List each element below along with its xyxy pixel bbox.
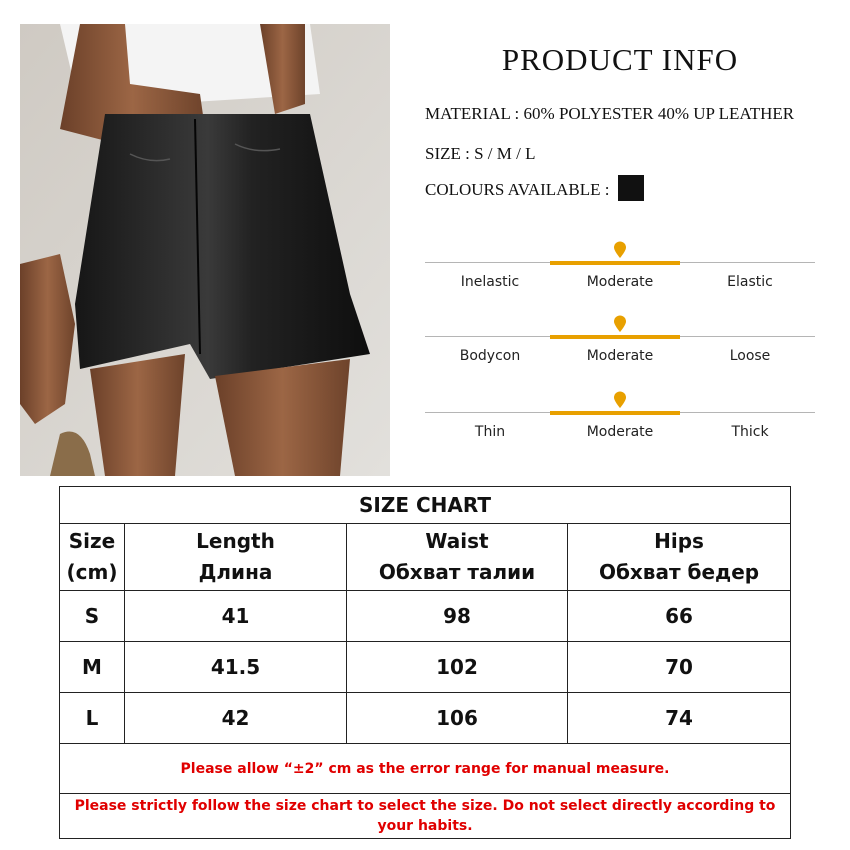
product-info-title: PRODUCT INFO bbox=[501, 42, 739, 77]
header-length-en: Length bbox=[196, 529, 275, 553]
fit-scale bbox=[425, 314, 815, 374]
scale-highlight bbox=[550, 261, 680, 265]
colour-swatch-black bbox=[618, 175, 644, 201]
cell-size: M bbox=[60, 642, 125, 693]
scale-right-label: Thick bbox=[731, 424, 769, 440]
header-hips-ru: Обхват бедер bbox=[598, 560, 760, 584]
size-text: SIZE : S / M / L bbox=[425, 144, 536, 163]
header-length-ru: Длина bbox=[198, 560, 273, 584]
table-row bbox=[60, 591, 791, 642]
cell-hips: 74 bbox=[568, 693, 791, 744]
header-hips bbox=[568, 524, 791, 591]
cell-hips: 66 bbox=[568, 591, 791, 642]
colours-row bbox=[425, 178, 644, 204]
scale-highlight bbox=[550, 335, 680, 339]
colours-label: COLOURS AVAILABLE : bbox=[425, 179, 610, 199]
scale-left-label: Bodycon bbox=[459, 348, 521, 364]
scale-middle-label: Moderate bbox=[586, 348, 654, 364]
cell-length: 42 bbox=[125, 693, 347, 744]
scale-middle-label: Moderate bbox=[586, 424, 654, 440]
table-row bbox=[60, 642, 791, 693]
cell-waist: 106 bbox=[347, 693, 568, 744]
scale-right-label: Loose bbox=[729, 348, 771, 364]
cell-length: 41 bbox=[125, 591, 347, 642]
scale-middle-label: Moderate bbox=[586, 274, 654, 290]
header-hips-en: Hips bbox=[654, 529, 704, 553]
cell-hips: 70 bbox=[568, 642, 791, 693]
cell-size: S bbox=[60, 591, 125, 642]
product-photo bbox=[20, 24, 390, 476]
elasticity-scale bbox=[425, 240, 815, 300]
scale-left-label: Inelastic bbox=[460, 274, 520, 290]
size-chart-title: SIZE CHART bbox=[60, 487, 791, 524]
table-row bbox=[60, 693, 791, 744]
header-waist bbox=[347, 524, 568, 591]
cell-waist: 102 bbox=[347, 642, 568, 693]
cell-waist: 98 bbox=[347, 591, 568, 642]
marker-pin-icon bbox=[613, 391, 627, 409]
marker-pin-icon bbox=[613, 241, 627, 259]
header-size bbox=[60, 524, 125, 591]
product-photo-illustration bbox=[20, 24, 390, 476]
header-waist-ru: Обхват талии bbox=[378, 560, 536, 584]
scale-right-label: Elastic bbox=[727, 274, 773, 290]
cell-size: L bbox=[60, 693, 125, 744]
header-size-en: Size bbox=[68, 529, 116, 553]
scale-highlight bbox=[550, 411, 680, 415]
material-text: MATERIAL : 60% POLYESTER 40% UP LEATHER bbox=[425, 104, 795, 123]
scale-left-label: Thin bbox=[474, 424, 506, 440]
measure-error-note: Please allow “±2” cm as the error range for manual measure. bbox=[60, 744, 791, 794]
header-length bbox=[125, 524, 347, 591]
cell-length: 41.5 bbox=[125, 642, 347, 693]
header-size-unit: (cm) bbox=[66, 560, 118, 584]
size-chart-table bbox=[59, 486, 791, 839]
marker-pin-icon bbox=[613, 315, 627, 333]
thickness-scale bbox=[425, 390, 815, 450]
size-selection-note: Please strictly follow the size chart to select the size. Do not select directly according to your habits. bbox=[60, 794, 791, 839]
header-waist-en: Waist bbox=[425, 529, 489, 553]
